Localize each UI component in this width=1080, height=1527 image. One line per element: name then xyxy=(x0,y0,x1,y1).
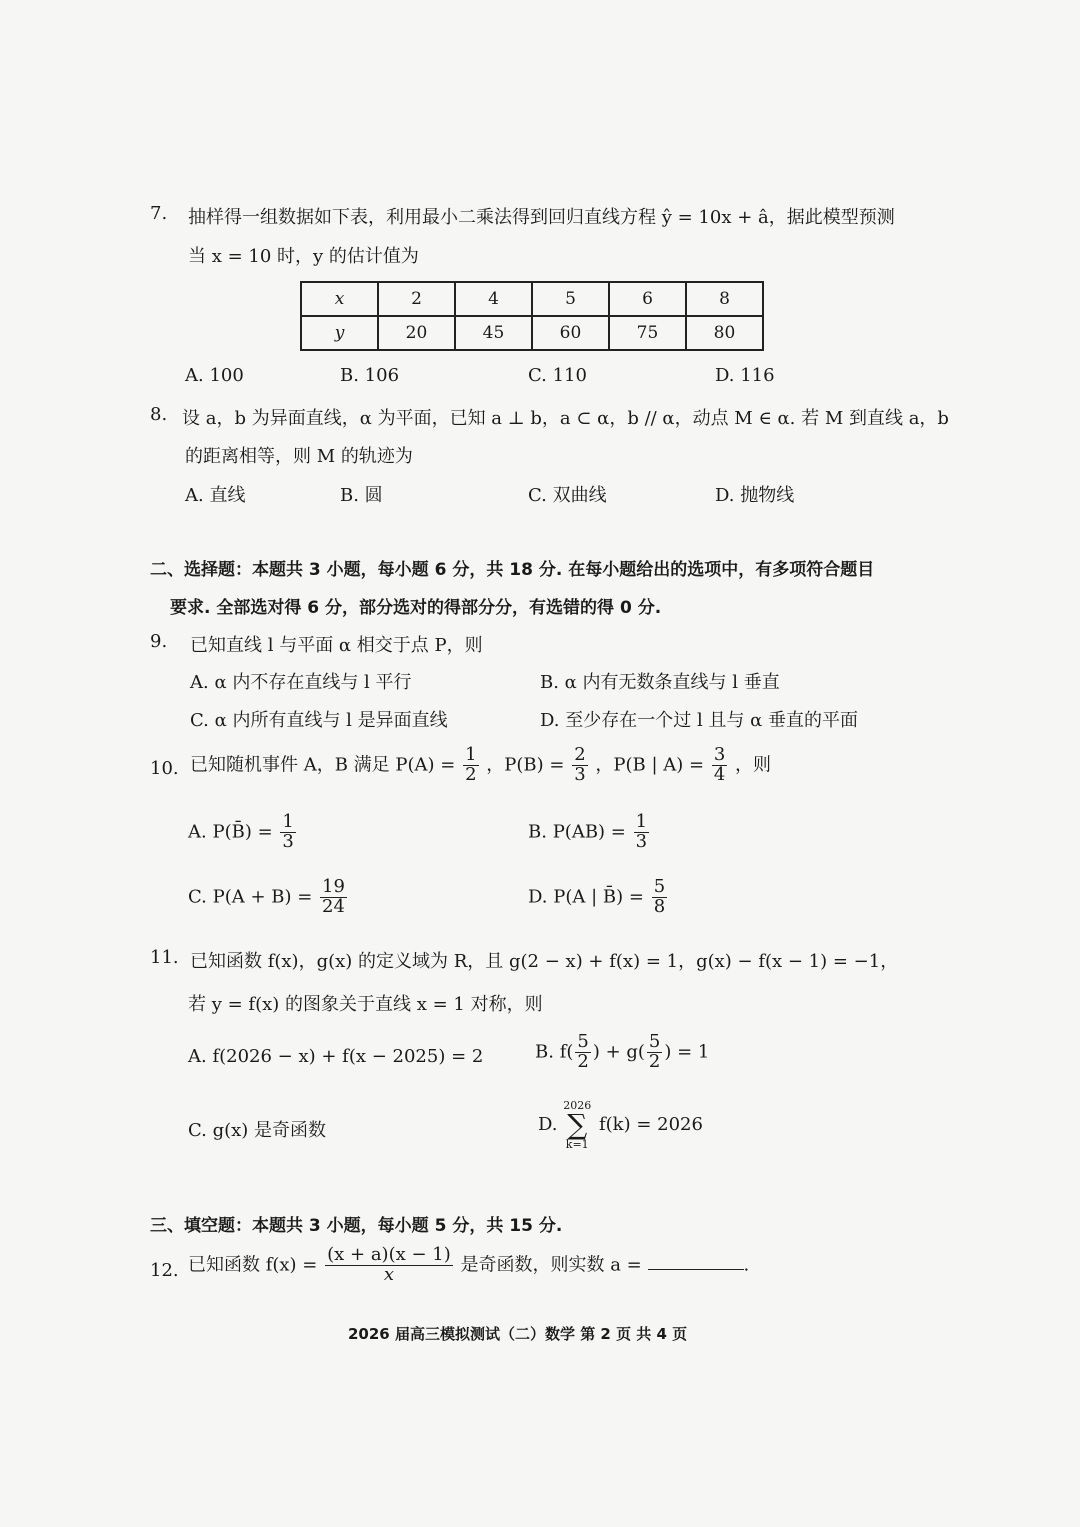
table-cell: 8 xyxy=(686,282,763,316)
option-expression: P(A + B) = xyxy=(212,886,313,908)
option-expression: f(k) = 2026 xyxy=(598,1114,703,1135)
q10-option-b[interactable] xyxy=(528,813,651,852)
summation xyxy=(563,1100,591,1150)
page-footer: 2026 届高三模拟测试（二）数学 第 2 页 共 4 页 xyxy=(348,1325,688,1343)
q8-option-c[interactable]: C. 双曲线 xyxy=(528,485,607,506)
section2-instructions: 要求. 全部选对得 6 分，部分选对的得部分分，有选错的得 0 分. xyxy=(170,598,662,618)
fraction-denominator: 3 xyxy=(282,830,294,852)
fraction-numerator: (x + a)(x − 1) xyxy=(327,1244,451,1265)
fraction-numerator: 1 xyxy=(635,811,648,832)
q10-stem-part: ，P(B | A) = xyxy=(595,754,705,776)
q11-stem-line1: 已知函数 f(x)，g(x) 的定义域为 R，且 g(2 − x) + f(x) = 1，g(x) − f(x − 1) = −1， xyxy=(190,951,899,972)
q7-number: 7. xyxy=(150,203,168,224)
option-label: B. xyxy=(535,1041,554,1063)
q9-stem: 已知直线 l 与平面 α 相交于点 P，则 xyxy=(190,635,483,656)
table-cell: 80 xyxy=(686,316,763,350)
fraction-denominator: 2 xyxy=(648,1050,661,1072)
q7-option-d[interactable]: D. 116 xyxy=(715,365,775,386)
fraction-denominator: 4 xyxy=(713,763,726,785)
q7-option-c[interactable]: C. 110 xyxy=(528,365,587,386)
q9-option-a[interactable]: A. α 内不存在直线与 l 平行 xyxy=(190,672,412,693)
table-cell: 2 xyxy=(378,282,455,316)
fraction xyxy=(634,813,649,852)
fraction-denominator: 8 xyxy=(653,895,666,917)
fraction-denominator: 2 xyxy=(465,763,477,785)
q8-number: 8. xyxy=(150,404,168,425)
option-expression: ) = 1 xyxy=(664,1041,710,1063)
section2-heading: 二、选择题：本题共 3 小题，每小题 6 分，共 18 分. 在每小题给出的选项中，有多项符合题目 xyxy=(150,560,875,580)
q7-stem-line1: 抽样得一组数据如下表，利用最小二乘法得到回归直线方程 ŷ = 10x + â，据此模型预测 xyxy=(188,207,895,228)
q7-option-a[interactable]: A. 100 xyxy=(185,365,244,386)
fraction xyxy=(647,1033,662,1072)
q12-stem xyxy=(188,1246,749,1285)
fraction xyxy=(325,1246,453,1285)
fraction-numerator: 1 xyxy=(465,744,477,765)
q12-stem-part: 是奇函数，则实数 a = xyxy=(460,1254,642,1276)
q10-stem-part: ，P(B) = xyxy=(486,754,565,776)
fraction-numerator: 5 xyxy=(648,1031,661,1052)
table-cell: 20 xyxy=(378,316,455,350)
option-expression: ) + g( xyxy=(592,1041,645,1063)
q10-stem xyxy=(190,746,771,785)
table-cell: 45 xyxy=(455,316,532,350)
summation-lower: k=1 xyxy=(565,1138,589,1151)
fraction xyxy=(320,878,347,917)
summation-upper: 2026 xyxy=(563,1099,592,1112)
answer-blank[interactable] xyxy=(648,1251,744,1270)
fraction xyxy=(280,813,295,852)
q7-data-table xyxy=(300,281,764,351)
q11-stem-line2: 若 y = f(x) 的图象关于直线 x = 1 对称，则 xyxy=(188,994,543,1015)
table-cell: 75 xyxy=(609,316,686,350)
section3-heading: 三、填空题：本题共 3 小题，每小题 5 分，共 15 分. xyxy=(150,1216,563,1236)
fraction-denominator: 2 xyxy=(577,1050,589,1072)
q10-option-c[interactable] xyxy=(188,878,349,917)
option-expression: f( xyxy=(559,1041,574,1063)
q8-option-d[interactable]: D. 抛物线 xyxy=(715,485,795,506)
q10-stem-part: 已知随机事件 A，B 满足 P(A) = xyxy=(190,754,456,776)
q8-option-b[interactable]: B. 圆 xyxy=(340,485,383,506)
q10-number: 10. xyxy=(150,758,179,779)
fraction-denominator: 24 xyxy=(322,895,345,917)
fraction xyxy=(575,1033,590,1072)
fraction-numerator: 5 xyxy=(653,876,666,897)
option-expression: P(A | B̄) = xyxy=(553,886,644,908)
table-cell: x xyxy=(301,282,378,316)
q9-option-d[interactable]: D. 至少存在一个过 l 且与 α 垂直的平面 xyxy=(540,710,859,731)
q7-stem-line2: 当 x = 10 时，y 的估计值为 xyxy=(188,246,419,267)
fraction xyxy=(463,746,478,785)
table-cell: 6 xyxy=(609,282,686,316)
table-cell: 5 xyxy=(532,282,609,316)
q11-option-a[interactable]: A. f(2026 − x) + f(x − 2025) = 2 xyxy=(188,1046,484,1067)
fraction xyxy=(712,746,727,785)
option-label: A. xyxy=(188,821,207,843)
q10-option-d[interactable] xyxy=(528,878,669,917)
fraction-numerator: 5 xyxy=(577,1031,589,1052)
option-expression: P(B̄) = xyxy=(212,821,273,843)
option-label: D. xyxy=(538,1114,558,1135)
table-cell: 60 xyxy=(532,316,609,350)
sigma-symbol: ∑ xyxy=(567,1108,588,1141)
fraction-denominator: 3 xyxy=(635,830,648,852)
q10-option-a[interactable] xyxy=(188,813,298,852)
q11-option-d[interactable] xyxy=(538,1100,703,1150)
fraction-numerator: 1 xyxy=(282,811,294,832)
q10-stem-part: ，则 xyxy=(735,754,772,776)
table-cell: y xyxy=(301,316,378,350)
q9-option-c[interactable]: C. α 内所有直线与 l 是异面直线 xyxy=(190,710,448,731)
table-row xyxy=(301,282,763,316)
q8-option-a[interactable]: A. 直线 xyxy=(185,485,246,506)
q9-number: 9. xyxy=(150,631,168,652)
option-label: C. xyxy=(188,886,207,908)
q12-number: 12. xyxy=(150,1260,179,1281)
q11-number: 11. xyxy=(150,947,179,968)
q11-option-b[interactable] xyxy=(535,1033,709,1072)
q12-stem-part: . xyxy=(743,1254,750,1276)
fraction-numerator: 19 xyxy=(322,876,345,897)
fraction-numerator: 2 xyxy=(574,744,586,765)
fraction-denominator: x xyxy=(383,1263,395,1285)
q8-stem-line1: 设 a，b 为异面直线，α 为平面，已知 a ⊥ b，a ⊂ α，b // α，动点 M ∈ α. 若 M 到直线 a，b xyxy=(182,408,949,429)
fraction xyxy=(652,878,667,917)
q8-stem-line2: 的距离相等，则 M 的轨迹为 xyxy=(185,446,413,467)
table-cell: 4 xyxy=(455,282,532,316)
q9-option-b[interactable]: B. α 内有无数条直线与 l 垂直 xyxy=(540,672,780,693)
q7-option-b[interactable]: B. 106 xyxy=(340,365,400,386)
option-label: B. xyxy=(528,821,547,843)
fraction xyxy=(572,746,587,785)
table-row xyxy=(301,316,763,350)
fraction-denominator: 3 xyxy=(574,763,586,785)
q11-option-c[interactable]: C. g(x) 是奇函数 xyxy=(188,1120,327,1141)
q12-stem-part: 已知函数 f(x) = xyxy=(188,1254,318,1276)
option-expression: P(AB) = xyxy=(552,821,626,843)
fraction-numerator: 3 xyxy=(713,744,726,765)
option-label: D. xyxy=(528,886,548,908)
